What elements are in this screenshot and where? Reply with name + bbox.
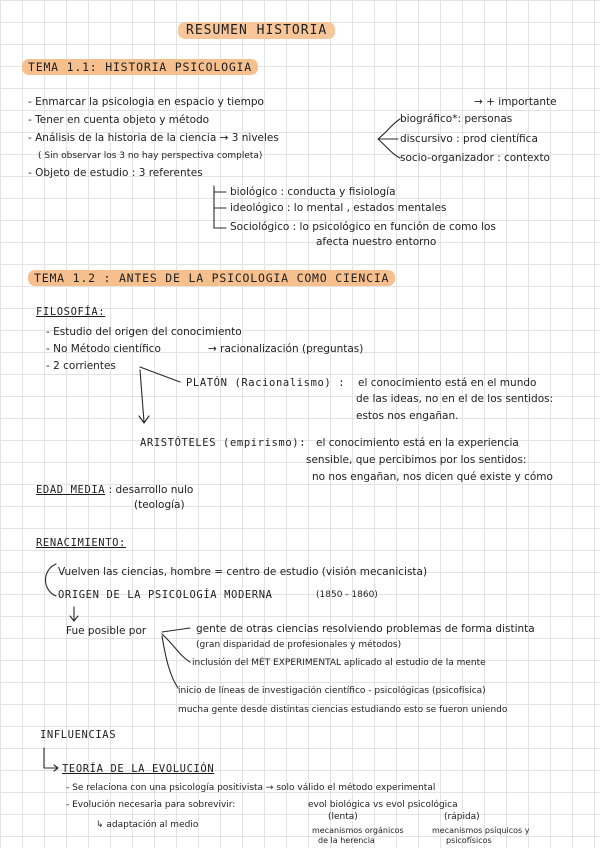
aristoteles-text-1: el conocimiento está en la experiencia [316, 437, 519, 449]
filosofia-item-1: - Estudio del origen del conocimiento [46, 326, 242, 338]
influencias-arrow [44, 748, 58, 768]
influencias-label: INFLUENCIAS [40, 729, 117, 741]
renacimiento-line-2: ORIGEN DE LA PSICOLOGÍA MODERNA [58, 589, 273, 601]
platon-text-1: el conocimiento está en el mundo [358, 377, 537, 389]
referente-sociologico-cont: afecta nuestro entorno [316, 236, 437, 248]
bullet-tener-en-cuenta: - Tener en cuenta objeto y método [28, 114, 210, 126]
filosofia-label: FILOSOFÍA: [36, 306, 106, 318]
mec-psiquicos-2: psicofísicos [446, 836, 492, 845]
referentes-bracket [214, 186, 226, 228]
referente-ideologico: ideológico : lo mental , estados mentales [230, 202, 447, 214]
referente-biologico: biológico : conducta y fisiología [230, 186, 396, 198]
bullet-analisis: - Análisis de la historia de la ciencia → 3 niveles [28, 132, 279, 144]
page-title: RESUMEN HISTORIA [178, 24, 335, 37]
aristoteles-label: ARISTÓTELES (empirismo): [140, 437, 307, 449]
renacimiento-brace [46, 564, 57, 596]
platon-text-2: de las ideas, no en el de los sentidos: [356, 393, 554, 405]
renacimiento-years: (1850 - 1860) [316, 590, 378, 600]
mec-psiquicos-1: mecanismos psíquicos y [432, 826, 530, 835]
filosofia-item-3: - 2 corrientes [46, 360, 116, 372]
reason-1: gente de otras ciencias resolviendo problemas de forma distinta [196, 623, 535, 635]
mec-organicos-1: mecanismos orgánicos [312, 826, 404, 835]
influencias-adaptacion: ↳ adaptación al medio [96, 820, 199, 830]
edad-media: EDAD MEDIA : desarrollo nulo [36, 484, 194, 496]
mec-organicos-2: de la herencia [318, 836, 375, 845]
bullet-enmarcar: - Enmarcar la psicologia en espacio y tiempo [28, 96, 264, 108]
renacimiento-line-1: Vuelven las ciencias, hombre = centro de estudio (visión mecanicista) [58, 566, 428, 578]
influencias-evol-vs: evol biológica vs evol psicológica [308, 800, 458, 810]
important-note: → + importante [474, 96, 557, 108]
fue-posible-label: Fue posible por [66, 625, 147, 637]
teoria-evolucion-label: TEORÍA DE LA EVOLUCIÓN [62, 763, 215, 775]
reason-2: inclusión del MÉT EXPERIMENTAL aplicado al estudio de la mente [192, 658, 486, 668]
edad-media-note: (teología) [134, 499, 185, 511]
platon-label: PLATÓN (Racionalismo) : [186, 377, 346, 389]
filosofia-item-2: - No Método científico [46, 343, 161, 355]
aristoteles-text-2: sensible, que percibimos por los sentidos: [306, 454, 527, 466]
aristoteles-text-3: no nos engañan, nos dicen qué existe y cómo [312, 471, 553, 483]
renacimiento-label: RENACIMIENTO: [36, 537, 126, 549]
note-perspectiva: ( Sin observar los 3 no hay perspectiva completa) [38, 151, 263, 161]
reason-4: mucha gente desde distintas ciencias estudiando esto se fueron uniendo [178, 705, 508, 715]
platon-text-3: estos nos engañan. [356, 410, 459, 422]
arrow-aristoteles [140, 370, 144, 422]
label-rapida: (rápida) [444, 812, 480, 822]
label-lenta: (lenta) [328, 812, 358, 822]
level-discursivo: discursivo : prod científica [400, 133, 538, 145]
referente-sociologico: Sociológico : lo psicológico en función de como los [230, 221, 496, 233]
section-heading-tema-1-1: TEMA 1.1: HISTORIA PSICOLOGIA [22, 61, 258, 74]
filosofia-item-2-arrow: → racionalización (preguntas) [208, 343, 364, 355]
reason-1-note: (gran disparidad de profesionales y métodos) [196, 640, 402, 650]
connector-levels-bottom [378, 139, 400, 158]
bullet-objeto-estudio: - Objeto de estudio : 3 referentes [28, 167, 203, 179]
level-socio-organizador: socio-organizador : contexto [400, 152, 550, 164]
section-heading-tema-1-2: TEMA 1.2 : ANTES DE LA PSICOLOGIA COMO CIENCIA [28, 272, 395, 285]
influencias-item-2: - Evolución necesaria para sobrevivir: [66, 800, 236, 810]
connector-levels-top [378, 119, 400, 139]
level-biografico: biográfico*: personas [400, 113, 513, 125]
influencias-item-1: - Se relaciona con una psicología positivista → solo válido el método experimental [66, 783, 436, 793]
arrow-platon [140, 367, 180, 382]
reason-3: inicio de líneas de investigación científico - psicológicas (psicofísica) [178, 686, 486, 696]
